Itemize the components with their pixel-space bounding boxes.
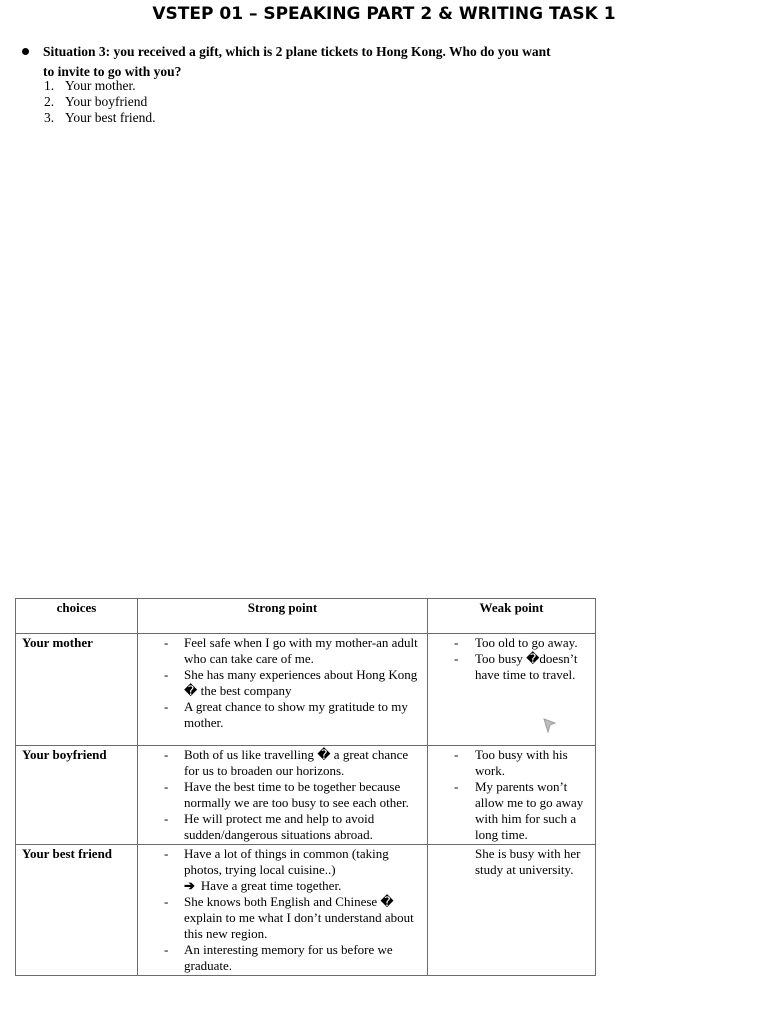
strong-point-list	[144, 635, 421, 731]
header-strong-point: Strong point	[138, 599, 428, 634]
strong-point-cell	[138, 746, 428, 845]
option-number: 1.	[44, 78, 55, 93]
choice-label: Your mother	[22, 635, 93, 650]
option-text: Your mother.	[65, 78, 136, 93]
choice-cell	[16, 845, 138, 976]
page-title: VSTEP 01 – SPEAKING PART 2 & WRITING TASK 1	[152, 4, 616, 24]
list-item: - An interesting memory for us before we graduate.	[144, 942, 421, 974]
table-row	[16, 746, 596, 845]
list-item	[44, 94, 156, 110]
choice-cell	[16, 634, 138, 746]
strong-point-list	[144, 894, 421, 974]
weak-point-cell	[428, 634, 596, 746]
weak-point-list	[434, 635, 589, 683]
option-text: Your boyfriend	[65, 94, 148, 109]
cursor-arrow-icon	[543, 718, 557, 734]
list-item: - Both of us like travelling � a great chance for us to broaden our horizons.	[144, 747, 421, 779]
arrow-text: Have a great time together.	[200, 878, 342, 893]
list-item: - Too busy �doesn’t have time to travel.	[434, 651, 589, 683]
faint-overlapping-text	[420, 586, 550, 594]
list-item: - Too busy with his work.	[434, 747, 589, 779]
header-choices: choices	[16, 599, 138, 634]
situation-text: Situation 3: you received a gift, which is 2 plane tickets to Hong Kong. Who do you want to invite to go with you?	[43, 44, 551, 79]
comparison-table	[15, 598, 596, 976]
list-item	[44, 78, 156, 94]
choice-cell	[16, 746, 138, 845]
option-number: 3.	[44, 110, 55, 125]
list-item: - Have a lot of things in common (taking photos, trying local cuisine..)	[144, 846, 421, 878]
strong-point-cell	[138, 845, 428, 976]
table-row	[16, 634, 596, 746]
list-item	[44, 110, 156, 126]
choice-label: Your best friend	[22, 846, 113, 861]
option-text: Your best friend.	[65, 110, 156, 125]
weak-point-cell	[428, 845, 596, 976]
header-weak-point: Weak point	[428, 599, 596, 634]
list-item: - Feel safe when I go with my mother-an adult who can take care of me.	[144, 635, 421, 667]
strong-point-list	[144, 747, 421, 843]
arrow-line	[144, 878, 421, 894]
list-item: - A great chance to show my gratitude to my mother.	[144, 699, 421, 731]
strong-point-cell	[138, 634, 428, 746]
list-item: - He will protect me and help to avoid sudden/dangerous situations abroad.	[144, 811, 421, 843]
list-item: - She knows both English and Chinese � explain to me what I don’t understand about this new region.	[144, 894, 421, 942]
option-number: 2.	[44, 94, 55, 109]
table-header-row	[16, 599, 596, 634]
weak-point-cell	[428, 746, 596, 845]
bullet-icon	[22, 48, 29, 55]
strong-point-list	[144, 846, 421, 878]
arrow-right-icon: ➔	[184, 878, 195, 893]
list-item: - Have the best time to be together because normally we are too busy to see each other.	[144, 779, 421, 811]
option-list	[44, 78, 156, 126]
list-item: - She has many experiences about Hong Kong � the best company	[144, 667, 421, 699]
list-item: - My parents won’t allow me to go away with him for such a long time.	[434, 779, 589, 843]
choice-label: Your boyfriend	[22, 747, 107, 762]
weak-point-list	[434, 747, 589, 843]
weak-point-note: She is busy with her study at university.	[475, 846, 581, 877]
table-row	[16, 845, 596, 976]
list-item: - Too old to go away.	[434, 635, 589, 651]
